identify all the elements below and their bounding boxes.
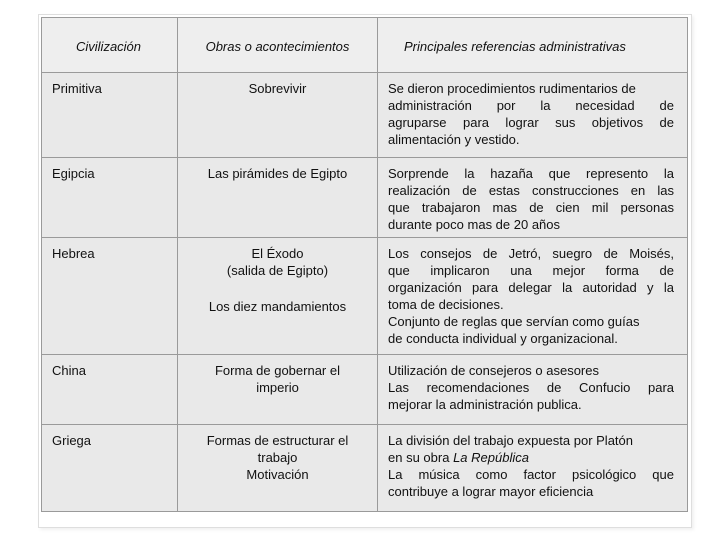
table-row <box>42 355 688 425</box>
ref-line: Se dieron procedimientos rudimentarios de <box>388 81 636 96</box>
ref-line: que implicaron una mejor forma de <box>388 263 674 278</box>
header-civilizacion: Civilización <box>42 18 178 73</box>
table-header-row <box>42 18 688 73</box>
ref-line: contribuye a lograr mayor eficiencia <box>388 484 594 499</box>
table-row <box>42 158 688 238</box>
cell-obra <box>178 355 378 425</box>
ref-line <box>388 449 674 466</box>
cell-obra <box>178 425 378 512</box>
header-referencias: Principales referencias administrativas <box>378 18 688 73</box>
cell-obra <box>178 158 378 238</box>
obra-line: (salida de Egipto) <box>226 263 329 278</box>
cell-civilization: Primitiva <box>42 73 178 158</box>
cell-referencia <box>378 425 688 512</box>
table-row <box>42 425 688 512</box>
table-row <box>42 238 688 355</box>
obra-line: El Éxodo <box>251 246 304 261</box>
obra-line: Sobrevivir <box>248 81 307 96</box>
ref-line: realización de estas construcciones en las <box>388 183 674 198</box>
ref-line: de conducta individual y organizacional. <box>388 331 618 346</box>
obra-line: Forma de gobernar el <box>214 363 340 378</box>
cell-civilization: Egipcia <box>42 158 178 238</box>
ref-line: administración por la necesidad de <box>388 98 674 113</box>
header-obras: Obras o acontecimientos <box>178 18 378 73</box>
civilizations-table <box>41 17 688 512</box>
cell-referencia <box>378 238 688 355</box>
obra-line: trabajo <box>257 450 298 465</box>
obra-line: imperio <box>256 380 299 395</box>
obra-line: Las pirámides de Egipto <box>207 166 348 181</box>
ref-line: La música como factor psicológico que <box>388 467 674 482</box>
ref-line: durante poco mas de 20 años <box>388 217 561 232</box>
ref-text: en su obra <box>388 450 450 465</box>
cell-civilization: Griega <box>42 425 178 512</box>
cell-obra <box>178 73 378 158</box>
ref-line: toma de decisiones. <box>388 297 504 312</box>
obra-line: Los diez mandamientos <box>208 299 347 314</box>
ref-line: La división del trabajo expuesta por Platón <box>388 433 633 448</box>
cell-referencia <box>378 73 688 158</box>
cell-referencia <box>378 355 688 425</box>
ref-line: mejorar la administración publica. <box>388 397 582 412</box>
obra-line: Motivación <box>246 467 309 482</box>
ref-line: Los consejos de Jetró, suegro de Moisés, <box>388 246 674 261</box>
obra-spacer <box>188 279 367 296</box>
obra-line: Formas de estructurar el <box>206 433 349 448</box>
ref-line: agruparse para lograr sus objetivos de <box>388 115 674 130</box>
book-title: La República <box>453 450 529 465</box>
ref-line: Utilización de consejeros o asesores <box>388 363 599 378</box>
cell-civilization: China <box>42 355 178 425</box>
cell-obra <box>178 238 378 355</box>
ref-line: que trabajaron mas de cien mil personas <box>388 200 674 215</box>
ref-line: alimentación y vestido. <box>388 132 520 147</box>
ref-line: Las recomendaciones de Confucio para <box>388 380 674 395</box>
ref-line: organización para delegar la autoridad y la <box>388 280 674 295</box>
ref-line: Conjunto de reglas que servían como guías <box>388 314 640 329</box>
cell-referencia <box>378 158 688 238</box>
table-row <box>42 73 688 158</box>
ref-line: Sorprende la hazaña que represento la <box>388 166 674 181</box>
cell-civilization: Hebrea <box>42 238 178 355</box>
